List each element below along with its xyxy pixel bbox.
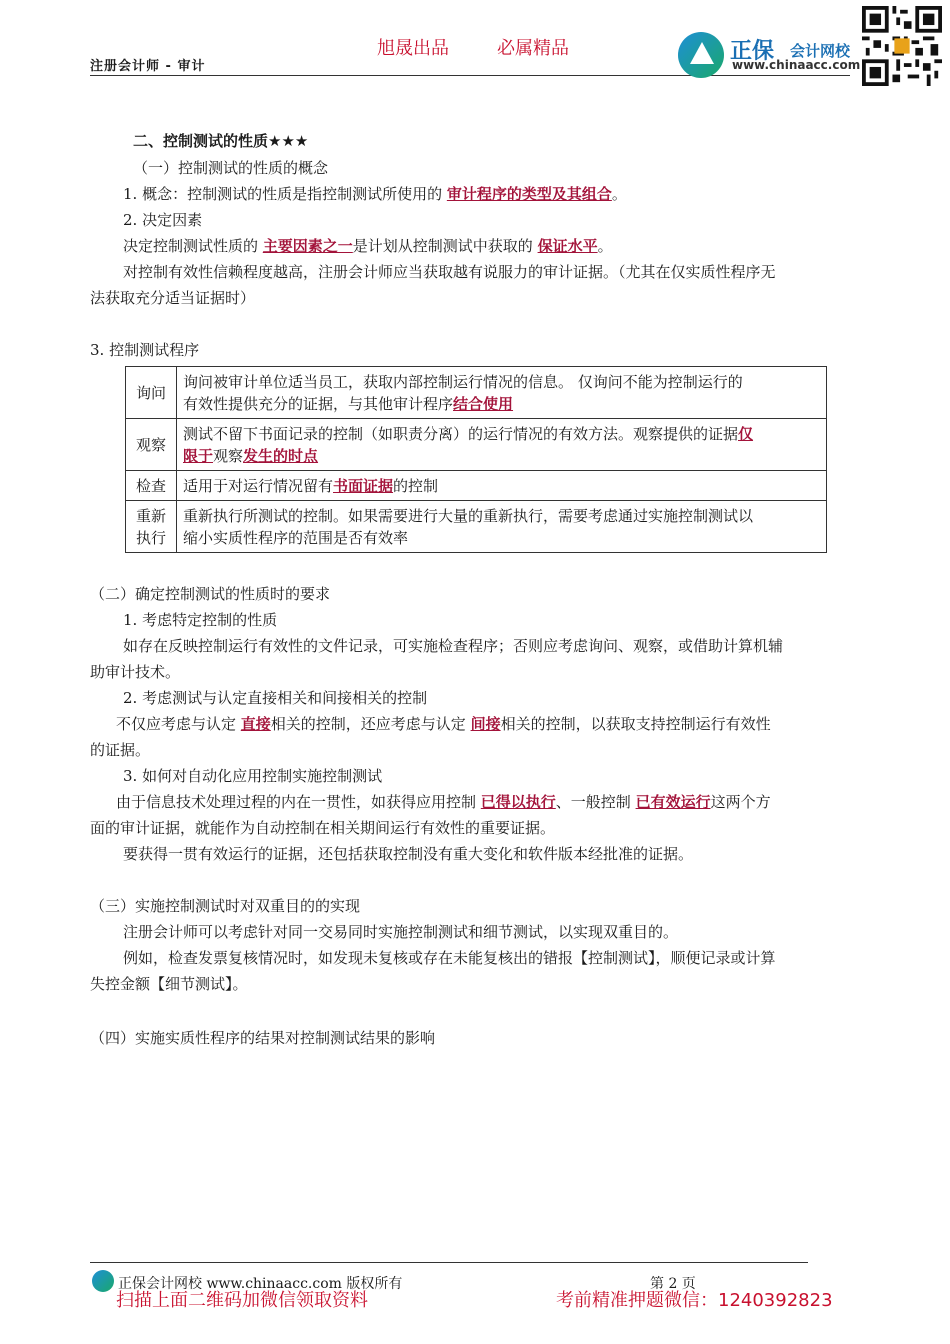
table-cell-desc: 适用于对运行情况留有书面证据的控制 [177,471,827,501]
paragraph-factor: 决定控制测试性质的 主要因素之一是计划从控制测试中获取的 保证水平。 [123,237,613,255]
header-divider [90,75,850,76]
table-row [126,419,827,471]
highlight-text: 书面证据 [333,476,394,495]
highlight-text: 主要因素之一 [262,237,353,255]
highlight-text: 审计程序的类型及其组合 [446,185,612,203]
paragraph-procedures-title: 3. 控制测试程序 [90,341,200,359]
table-row [126,471,827,501]
highlight-text: 直接 [240,715,271,733]
control-test-procedures-table [125,366,827,553]
table-cell-key: 询问 [126,367,177,419]
paragraph-factor-title: 2. 决定因素 [123,211,203,229]
highlight-text: 已有效运行 [635,793,711,811]
table-cell-desc: 重新执行所测试的控制。如果需要进行大量的重新执行，需要考虑通过实施控制测试以 缩小实质性程序的范围是否有效率 [177,501,827,553]
paragraph-line: 失控金额【细节测试】。 [90,975,248,993]
highlight-text: 已得以执行 [480,793,556,811]
list-item-title: 2. 考虑测试与认定直接相关和间接相关的控制 [123,689,428,707]
promo-left: 扫描上面二维码加微信领取资料 [116,1290,368,1311]
highlight-text: 间接 [470,715,501,733]
table-row [126,501,827,553]
header-subject: 注册会计师 - 审计 [90,59,206,74]
footer-copyright: 正保会计网校 www.chinaacc.com 版权所有 [118,1276,403,1292]
list-item-title: 1. 考虑特定控制的性质 [123,611,278,629]
subsection-title: （二）确定控制测试的性质时的要求 [90,585,331,603]
paragraph-line: 注册会计师可以考虑针对同一交易同时实施控制测试和细节测试，以实现双重目的。 [123,923,679,941]
footer-page-number: 第 2 页 [650,1276,696,1292]
paragraph-line: 例如，检查发票复核情况时，如发现未复核或存在未能复核出的错报【控制测试】，顺便记录或计算 [123,949,776,967]
footer-divider [90,1262,808,1263]
qr-code-icon [862,6,942,86]
chinaacc-logo-icon [92,1270,114,1292]
paragraph-line: 要获得一贯有效运行的证据，还包括获取控制没有重大变化和软件版本经批准的证据。 [123,845,694,863]
paragraph-line: 如存在反映控制运行有效性的文件记录，可实施检查程序；否则应考虑询问、观察，或借助计算机辅 [123,637,784,655]
highlight-text: 结合使用 [453,394,514,413]
subsection-title: （四）实施实质性程序的结果对控制测试结果的影响 [90,1029,436,1047]
paragraph-automated: 由于信息技术处理过程的内在一贯性，如获得应用控制 已得以执行、一般控制 已有效运行这两个方 [116,793,771,811]
list-item-title: 3. 如何对自动化应用控制实施控制测试 [123,767,383,785]
paragraph-reliance-line2: 法获取充分适当证据时） [90,289,256,307]
table-cell-key: 重新 执行 [126,501,177,553]
table-row [126,367,827,419]
paragraph-line: 的证据。 [90,741,151,759]
highlight-text: 发生的时点 [243,446,319,465]
section-title: 二、控制测试的性质★★★ [133,132,309,150]
table-cell-desc: 测试不留下书面记录的控制（如职责分离）的运行情况的有效方法。观察提供的证据仅 限于观察发生的时点 [177,419,827,471]
table-cell-desc: 询问被审计单位适当员工，获取内部控制运行情况的信息。 仅询问不能为控制运行的 有效性提供充分的证据，与其他审计程序结合使用 [177,367,827,419]
paragraph-line: 面的审计证据，就能作为自动控制在相关期间运行有效性的重要证据。 [90,819,556,837]
paragraph-concept: 1. 概念：控制测试的性质是指控制测试所使用的 审计程序的类型及其组合。 [123,185,627,203]
highlight-text: 限于 [183,446,214,465]
slogan-left: 旭晟出品 [377,38,449,59]
highlight-text: 仅 [738,424,754,443]
paragraph-direct-indirect: 不仅应考虑与认定 直接相关的控制，还应考虑与认定 间接相关的控制，以获取支持控制运行有效性 [116,715,771,733]
logo-subtitle: 会计网校 [790,42,851,60]
highlight-text: 保证水平 [537,237,598,255]
logo-name: 正保 [730,39,775,64]
table-cell-key: 观察 [126,419,177,471]
subsection-title: （一）控制测试的性质的概念 [133,159,329,177]
paragraph-reliance-line1: 对控制有效性信赖程度越高，注册会计师应当获取越有说服力的审计证据。（尤其在仅实质性程序无 [123,263,776,281]
slogan-right: 必属精品 [497,38,569,59]
logo-url: www.chinaacc.com [732,58,861,72]
promo-right: 考前精准押题微信：1240392823 [556,1290,833,1311]
subsection-title: （三）实施控制测试时对双重目的的实现 [90,897,361,915]
chinaacc-logo-icon [678,32,724,78]
paragraph-line: 助审计技术。 [90,663,181,681]
table-cell-key: 检查 [126,471,177,501]
